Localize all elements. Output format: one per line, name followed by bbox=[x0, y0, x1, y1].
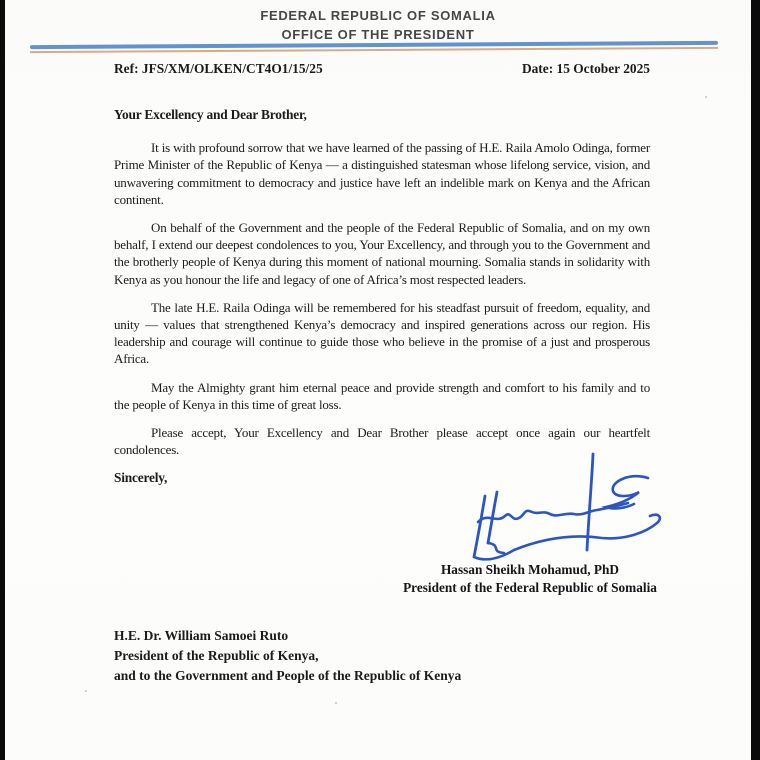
screen-edge-right bbox=[751, 0, 760, 760]
scan-speck bbox=[705, 96, 707, 98]
letter-page bbox=[5, 0, 751, 760]
org-name-line2: OFFICE OF THE PRESIDENT bbox=[281, 27, 475, 42]
recipient-title: President of the Republic of Kenya, bbox=[114, 648, 319, 663]
letter-date: Date: 15 October 2025 bbox=[521, 61, 650, 76]
paragraph-4: May the Almighty grant him eternal peace and provide strength and comfort to his family and to the people of Kenya in this time of great loss. bbox=[114, 379, 650, 412]
reference-date-row bbox=[114, 61, 650, 77]
signer-block bbox=[390, 561, 670, 596]
recipient-name: H.E. Dr. William Samoei Ruto bbox=[114, 628, 289, 643]
paragraph-3: The late H.E. Raila Odinga will be remembered for his steadfast pursuit of freedom, equality, and unity — values that strengthened Kenya’s democracy and inspired generations across our region. His leadership and courage will continue to guide those who believe in the promise of a just and prosperous Africa. bbox=[114, 299, 650, 367]
scan-speck bbox=[335, 702, 337, 704]
closing-word: Sincerely, bbox=[114, 470, 168, 486]
letter-body bbox=[114, 106, 650, 487]
signature-ink bbox=[460, 450, 672, 570]
salutation: Your Excellency and Dear Brother, bbox=[114, 107, 307, 122]
screen-edge-left bbox=[0, 0, 5, 760]
signature-ink-svg bbox=[460, 450, 672, 570]
recipient-extra: and to the Government and People of the Republic of Kenya bbox=[114, 668, 462, 683]
reference-number: Ref: JFS/XM/OLKEN/CT4O1/15/25 bbox=[114, 61, 323, 76]
paragraph-1: It is with profound sorrow that we have learned of the passing of H.E. Raila Amolo Odinga, former Prime Minister of the Republic of Kenya — a distinguished statesman whose lifelong service, vision, and unwavering commitment to democracy and justice have left an indelible mark on Kenya and the African continent. bbox=[114, 140, 650, 207]
paragraph-5: Please accept, Your Excellency and Dear Brother please accept once again our heartfelt condolences. bbox=[114, 425, 650, 458]
signer-title: President of the Federal Republic of Somalia bbox=[403, 579, 657, 595]
letterhead bbox=[5, 6, 751, 44]
scan-speck bbox=[85, 690, 87, 692]
recipient-block bbox=[114, 626, 650, 686]
paragraph-2: On behalf of the Government and the people of the Federal Republic of Somalia, and on my own behalf, I extend our deepest condolences to you, Your Excellency, and through you to the Government and the brotherly people of Kenya during this moment of national mourning. Somalia stands in solidarity with Kenya as you honour the life and legacy of one of Africa’s most respected leaders. bbox=[114, 220, 650, 287]
signer-name: Hassan Sheikh Mohamud, PhD bbox=[440, 562, 620, 577]
org-name-line1: FEDERAL REPUBLIC OF SOMALIA bbox=[260, 8, 496, 23]
